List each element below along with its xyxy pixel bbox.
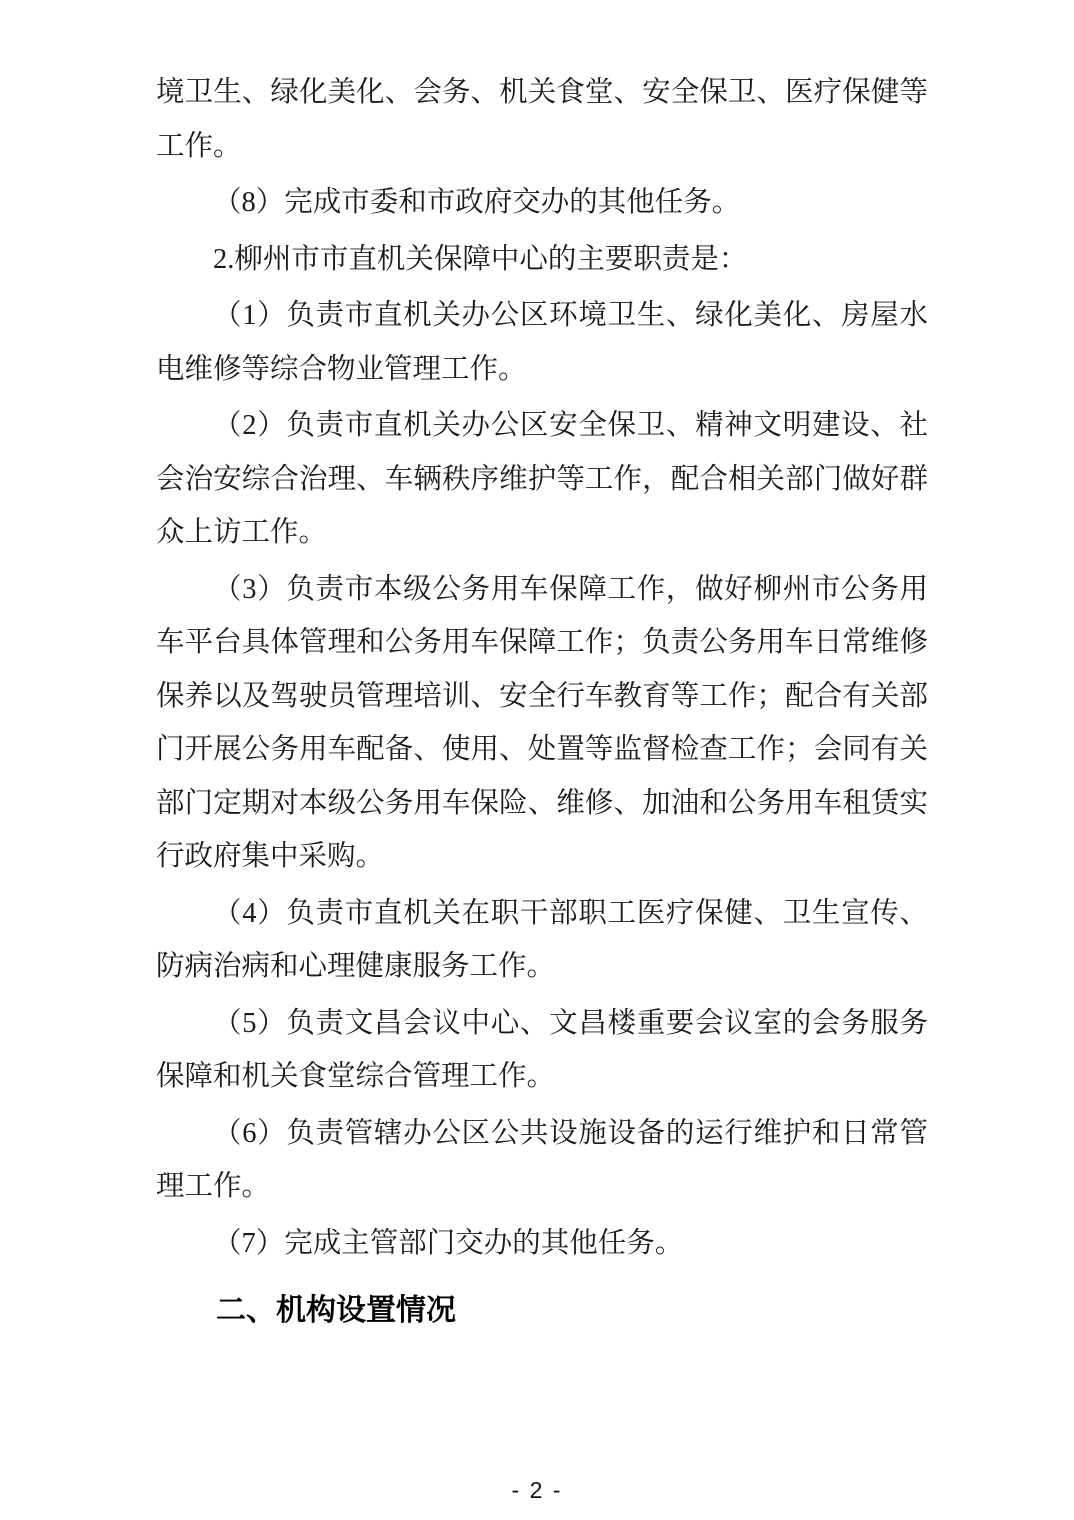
section-heading: 二、机构设置情况 (216, 1294, 456, 1327)
paragraph-duty-5: （5）负责文昌会议中心、文昌楼重要会议室的会务服务保障和机关食堂综合管理工作。 (156, 1007, 928, 1092)
paragraph-duty-3: （3）负责市本级公务用车保障工作，做好柳州市公务用车平台具体管理和公务用车保障工作；负责公务用车日常维修保养以及驾驶员管理培训、安全行车教育等工作；配合有关部门开展公务用车配备、使用、处置等监督检查工作；会同有关部门定期对本级公务用车保险、维修、加油和公务用车租赁实行政府集中采购。 (156, 573, 928, 872)
paragraph-duty-4: （4）负责市直机关在职干部职工医疗保健、卫生宣传、防病治病和心理健康服务工作。 (156, 897, 928, 982)
page-number: - 2 - (511, 1477, 563, 1503)
paragraph-duty-2: （2）负责市直机关办公区安全保卫、精神文明建设、社会治安综合治理、车辆秩序维护等工作，配合相关部门做好群众上访工作。 (156, 410, 928, 548)
paragraph-item-8: （8）完成市委和市政府交办的其他任务。 (213, 187, 741, 218)
paragraph-duty-6: （6）负责管辖办公区公共设施设备的运行维护和日常管理工作。 (156, 1117, 928, 1202)
document-body (156, 66, 928, 1341)
paragraph-section-2-intro: 2.柳州市市直机关保障中心的主要职责是： (213, 243, 748, 275)
paragraph-duty-1: （1）负责市直机关办公区环境卫生、绿化美化、房屋水电维修等综合物业管理工作。 (156, 300, 928, 385)
paragraph-continuation: 境卫生、绿化美化、会务、机关食堂、安全保卫、医疗保健等工作。 (156, 77, 928, 162)
paragraph-duty-7: （7）完成主管部门交办的其他任务。 (213, 1227, 684, 1259)
